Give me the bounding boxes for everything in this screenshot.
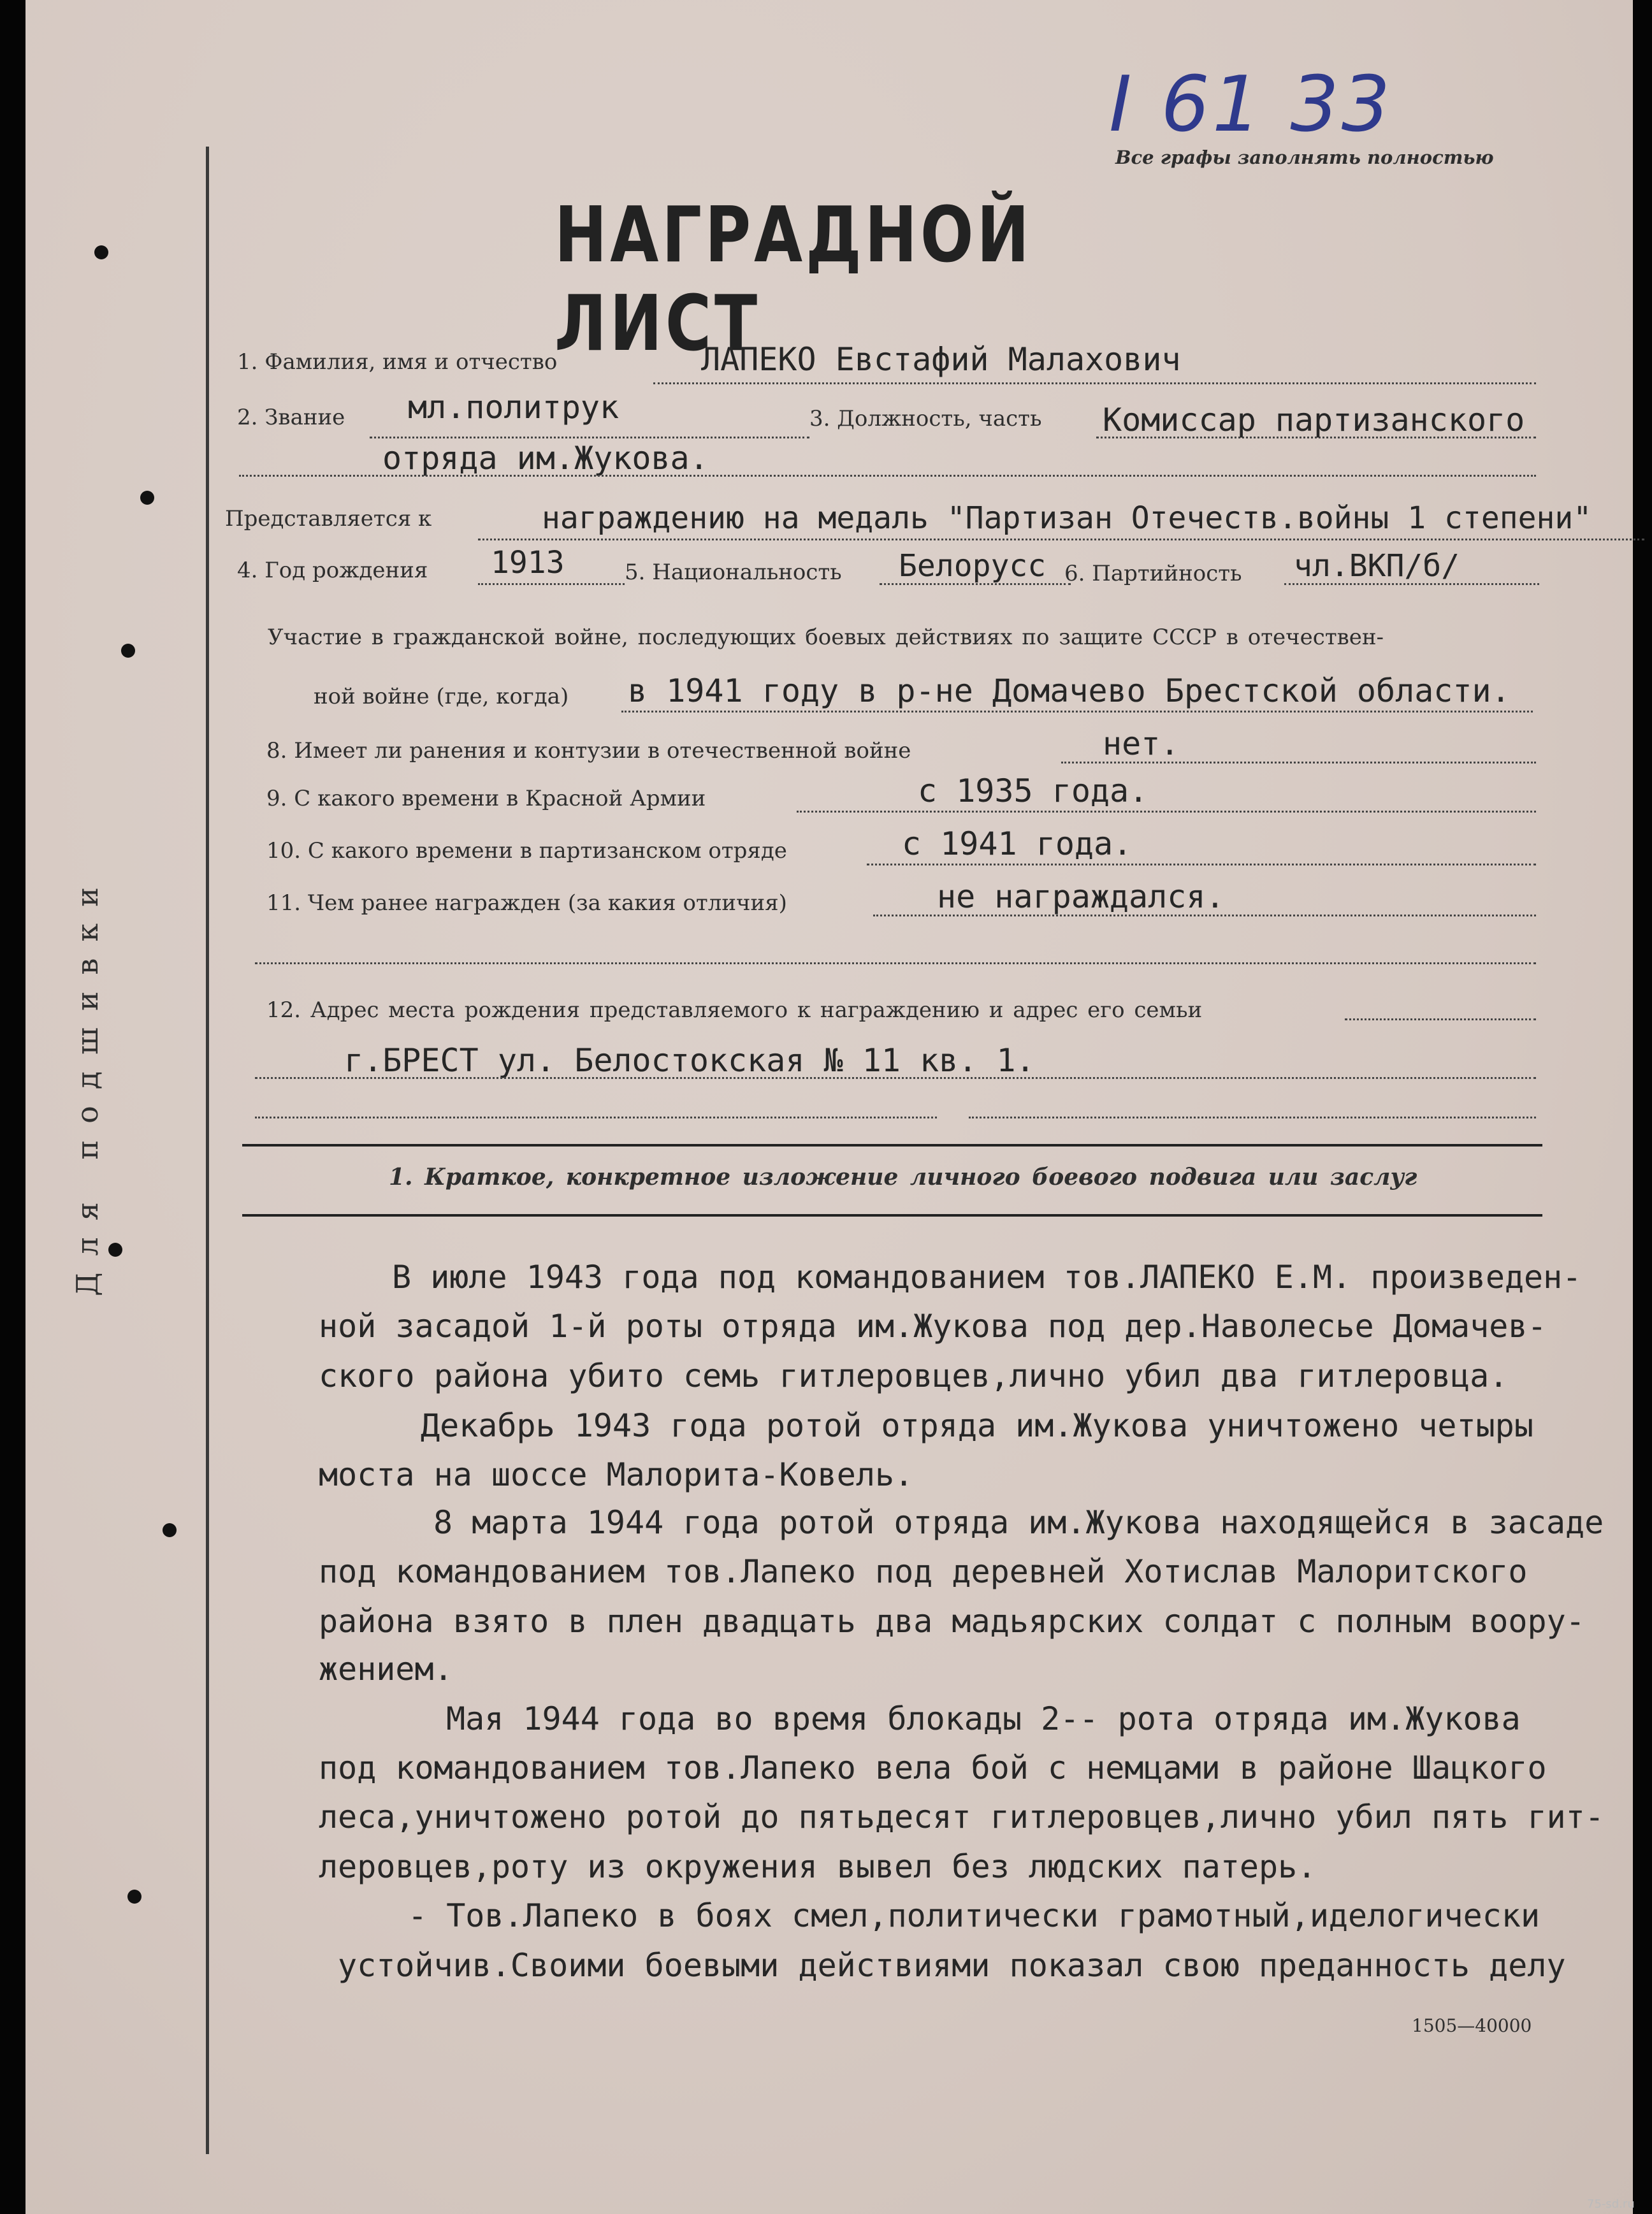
punch-hole: [140, 491, 154, 505]
body-line: леровцев,роту из окружения вывел без людских патерь.: [319, 1848, 1317, 1885]
field-6-value: чл.ВКП/б/: [1294, 548, 1460, 584]
body-line: района взято в плен двадцать два мадьярских солдат с полным воору-: [319, 1603, 1585, 1640]
archive-handwritten-number: I 61 33: [1109, 61, 1393, 149]
watermark: 75-sd.ru: [1587, 2197, 1635, 2211]
award-sheet: [25, 0, 1633, 2214]
field-12-line-3: [255, 1117, 937, 1118]
field-3-value: Комиссар партизанского: [1103, 402, 1525, 438]
field-7-label-line-2: ной войне (где, когда): [314, 684, 569, 709]
field-3-label: 3. Должность, часть: [809, 406, 1042, 431]
punch-hole: [163, 1523, 177, 1537]
field-12-line-3b: [969, 1117, 1536, 1118]
body-line: 8 марта 1944 года ротой отряда им.Жукова находящейся в засаде: [433, 1504, 1604, 1541]
field-5-label: 5. Национальность: [625, 560, 842, 585]
field-3-line-2: [239, 475, 1536, 477]
page-title: НАГРАДНОЙ ЛИСТ: [554, 191, 1032, 368]
body-line: моста на шоссе Малорита-Ковель.: [319, 1456, 914, 1493]
field-12-line: [1345, 1018, 1536, 1020]
field-4-value: 1913: [491, 545, 565, 581]
field-10-value: с 1941 года.: [902, 825, 1133, 862]
field-4-label: 4. Год рождения: [237, 558, 428, 583]
body-line: ной засадой 1-й роты отряда им.Жукова под дер.Наволесье Домачев-: [319, 1308, 1547, 1345]
presented-value: награждению на медаль "Партизан Отечеств.войны 1 степени": [542, 500, 1592, 536]
field-10-line: [867, 864, 1536, 865]
body-line: устойчив.Своими боевыми действиями показал свою преданность делу: [338, 1947, 1566, 1984]
field-2-value: мл.политрук: [408, 389, 620, 426]
field-9-line: [797, 811, 1536, 813]
field-12-label: 12. Адрес места рождения представляемого к награждению и адрес его семьи: [266, 997, 1203, 1023]
section-heading: 1. Краткое, конкретное изложение личного боевого подвига или заслуг: [389, 1164, 1417, 1190]
field-11-label: 11. Чем ранее награжден (за какия отличия): [266, 890, 787, 916]
field-4-line: [478, 583, 625, 585]
punch-hole: [94, 245, 108, 259]
field-6-label: 6. Партийность: [1064, 561, 1242, 586]
field-12-line-2: [255, 1077, 1536, 1079]
field-7-value: в 1941 году в р-не Домачево Брестской области.: [628, 672, 1511, 709]
binding-side-label: Для подшивки: [70, 871, 105, 1296]
field-3-value-continued: отряда им.Жукова.: [382, 440, 709, 477]
presented-label: Представляется к: [225, 506, 432, 532]
punch-hole: [127, 1890, 141, 1904]
field-2-label: 2. Звание: [237, 405, 345, 430]
field-1-value: ЛАПЕКО Евстафий Малахович: [701, 341, 1181, 378]
presented-line: [478, 539, 1644, 540]
body-line: Мая 1944 года во время блокады 2-- рота отряда им.Жукова: [446, 1700, 1521, 1737]
body-line: - Тов.Лапеко в боях смел,политически грамотный,иделогически: [408, 1897, 1540, 1934]
body-line: под командованием тов.Лапеко под деревней Хотислав Малоритского: [319, 1553, 1528, 1590]
field-9-label: 9. С какого времени в Красной Армии: [266, 786, 706, 811]
body-line: Декабрь 1943 года ротой отряда им.Жукова уничтожено четыры: [421, 1407, 1533, 1444]
field-9-value: с 1935 года.: [918, 772, 1148, 809]
field-5-value: Белорусс: [899, 548, 1047, 584]
body-line: ского района убито семь гитлеровцев,лично убил два гитлеровца.: [319, 1357, 1509, 1394]
field-10-label: 10. С какого времени в партизанском отряде: [266, 838, 787, 864]
punch-hole: [121, 644, 135, 658]
field-2-line: [370, 437, 809, 438]
body-line: под командованием тов.Лапеко вела бой с немцами в районе Шацкого: [319, 1749, 1547, 1786]
field-11-line-2: [255, 962, 1536, 964]
section-rule-bottom: [242, 1214, 1542, 1217]
print-code: 1505—40000: [1412, 2015, 1532, 2036]
field-12-value: г.БРЕСТ ул. Белостокская № 11 кв. 1.: [344, 1042, 1035, 1079]
fill-all-fields-note: Все графы заполнять полностью: [1115, 147, 1494, 168]
field-11-value: не награждался.: [937, 878, 1225, 915]
field-7-label-line-1: Участие в гражданской войне, последующих боевых действиях по защите СССР в отечествен-: [268, 625, 1384, 650]
binding-margin-rule: [206, 147, 209, 2154]
body-line: В июле 1943 года под командованием тов.ЛАПЕКО Е.М. произведен-: [392, 1259, 1582, 1296]
body-line: жением.: [319, 1651, 453, 1688]
section-rule-top: [242, 1144, 1542, 1147]
field-8-label: 8. Имеет ли ранения и контузии в отечественной войне: [266, 738, 911, 763]
punch-hole: [108, 1243, 122, 1257]
field-1-label: 1. Фамилия, имя и отчество: [237, 349, 558, 375]
body-line: леса,уничтожено ротой до пятьдесят гитлеровцев,лично убил пять гит-: [319, 1798, 1604, 1835]
field-1-line: [653, 382, 1536, 384]
field-7-line: [621, 711, 1533, 713]
field-8-value: нет.: [1103, 725, 1180, 762]
